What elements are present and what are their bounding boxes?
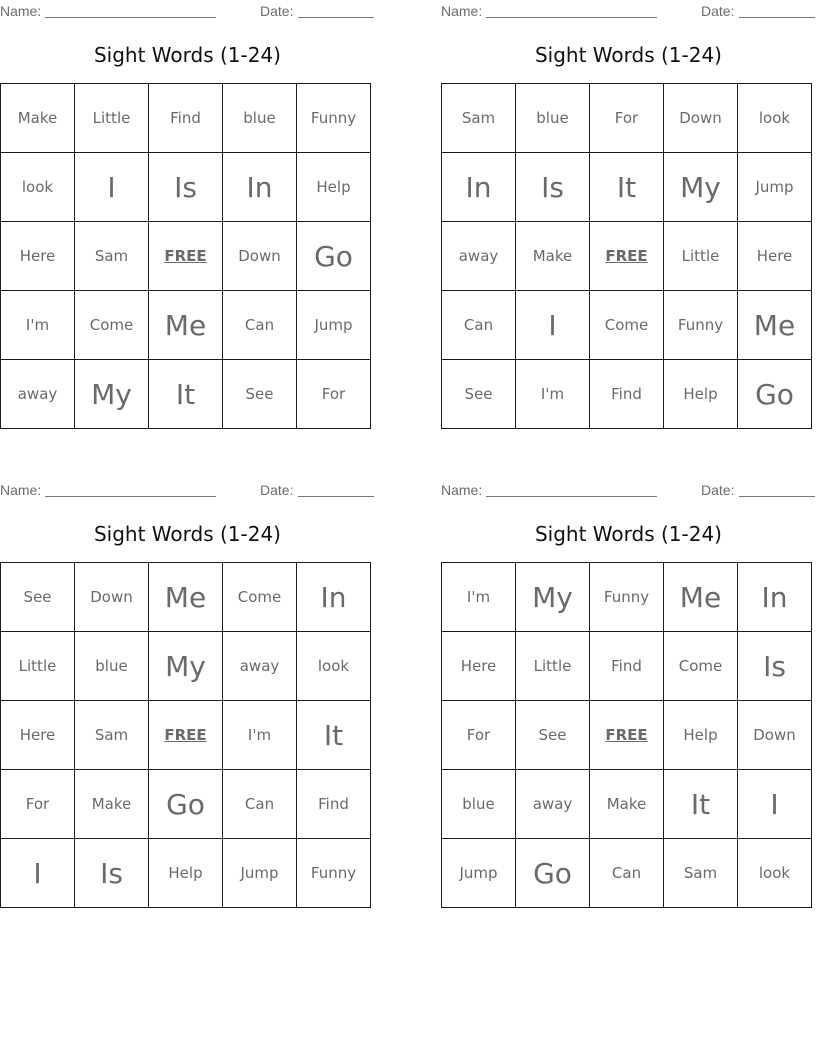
word-cell: Down: [223, 222, 297, 291]
name-label: Name:: [0, 482, 42, 498]
word-cell: My: [75, 360, 149, 429]
name-date-header: [0, 0, 375, 20]
word-cell: blue: [516, 84, 590, 153]
grid-row: [442, 839, 812, 908]
word-cell: away: [1, 360, 75, 429]
word-cell: See: [223, 360, 297, 429]
word-cell: My: [149, 632, 223, 701]
word-cell: blue: [75, 632, 149, 701]
word-cell: Little: [664, 222, 738, 291]
word-cell: In: [442, 153, 516, 222]
word-cell: Down: [738, 701, 812, 770]
date-label: Date:: [260, 3, 294, 19]
grid-row: [442, 632, 812, 701]
word-cell: Funny: [297, 839, 371, 908]
grid-row: [442, 770, 812, 839]
word-cell: away: [223, 632, 297, 701]
free-space-cell: FREE: [149, 701, 223, 770]
word-cell: Here: [738, 222, 812, 291]
word-cell: Me: [149, 291, 223, 360]
grid-row: [442, 360, 812, 429]
word-cell: Come: [223, 563, 297, 632]
grid-row: [1, 563, 371, 632]
word-cell: Help: [664, 360, 738, 429]
word-cell: Make: [75, 770, 149, 839]
grid-row: [1, 153, 371, 222]
name-date-header: [441, 479, 816, 499]
word-cell: Here: [1, 222, 75, 291]
name-date-header: [441, 0, 816, 20]
bingo-grid: [0, 562, 371, 908]
grid-row: [442, 222, 812, 291]
grid-row: [1, 701, 371, 770]
word-cell: Down: [75, 563, 149, 632]
word-cell: Is: [149, 153, 223, 222]
word-cell: I: [516, 291, 590, 360]
word-cell: Can: [223, 291, 297, 360]
grid-row: [1, 222, 371, 291]
word-cell: Can: [223, 770, 297, 839]
name-blank-line: [486, 496, 657, 497]
word-cell: Little: [1, 632, 75, 701]
word-cell: away: [516, 770, 590, 839]
word-cell: In: [738, 563, 812, 632]
card-title: Sight Words (1-24): [93, 522, 281, 546]
word-cell: Here: [1, 701, 75, 770]
word-cell: Go: [516, 839, 590, 908]
date-label: Date:: [701, 482, 735, 498]
word-cell: Make: [1, 84, 75, 153]
word-cell: blue: [442, 770, 516, 839]
word-cell: Jump: [223, 839, 297, 908]
grid-row: [442, 291, 812, 360]
word-cell: My: [516, 563, 590, 632]
grid-row: [1, 84, 371, 153]
grid-row: [1, 632, 371, 701]
date-label: Date:: [701, 3, 735, 19]
word-cell: For: [590, 84, 664, 153]
word-cell: I: [738, 770, 812, 839]
name-date-header: [0, 479, 375, 499]
word-cell: Me: [664, 563, 738, 632]
date-blank-line: [739, 17, 815, 18]
word-cell: look: [297, 632, 371, 701]
word-cell: Funny: [297, 84, 371, 153]
name-label: Name:: [441, 3, 483, 19]
word-cell: Little: [516, 632, 590, 701]
grid-row: [1, 360, 371, 429]
bingo-grid: [0, 83, 371, 429]
word-cell: See: [1, 563, 75, 632]
word-cell: Find: [149, 84, 223, 153]
word-cell: Jump: [297, 291, 371, 360]
grid-row: [442, 563, 812, 632]
word-cell: Go: [149, 770, 223, 839]
word-cell: Sam: [442, 84, 516, 153]
grid-row: [442, 153, 812, 222]
word-cell: It: [149, 360, 223, 429]
date-blank-line: [739, 496, 815, 497]
word-cell: Can: [590, 839, 664, 908]
word-cell: Sam: [664, 839, 738, 908]
word-cell: Make: [516, 222, 590, 291]
date-blank-line: [298, 17, 374, 18]
free-space-cell: FREE: [149, 222, 223, 291]
word-cell: Come: [75, 291, 149, 360]
word-cell: Me: [149, 563, 223, 632]
card-title: Sight Words (1-24): [534, 522, 722, 546]
name-label: Name:: [441, 482, 483, 498]
free-space-cell: FREE: [590, 222, 664, 291]
word-cell: For: [297, 360, 371, 429]
word-cell: I: [1, 839, 75, 908]
word-cell: Is: [738, 632, 812, 701]
date-label: Date:: [260, 482, 294, 498]
word-cell: I'm: [516, 360, 590, 429]
word-cell: I'm: [442, 563, 516, 632]
word-cell: Jump: [442, 839, 516, 908]
name-blank-line: [45, 17, 216, 18]
grid-row: [1, 839, 371, 908]
grid-row: [442, 84, 812, 153]
word-cell: Here: [442, 632, 516, 701]
word-cell: See: [516, 701, 590, 770]
name-blank-line: [486, 17, 657, 18]
word-cell: For: [1, 770, 75, 839]
word-cell: I: [75, 153, 149, 222]
word-cell: Find: [297, 770, 371, 839]
word-cell: Go: [297, 222, 371, 291]
word-cell: In: [223, 153, 297, 222]
word-cell: It: [664, 770, 738, 839]
date-blank-line: [298, 496, 374, 497]
word-cell: Find: [590, 360, 664, 429]
word-cell: Funny: [590, 563, 664, 632]
word-cell: See: [442, 360, 516, 429]
word-cell: Sam: [75, 701, 149, 770]
grid-row: [442, 701, 812, 770]
word-cell: Me: [738, 291, 812, 360]
word-cell: Come: [590, 291, 664, 360]
word-cell: Can: [442, 291, 516, 360]
word-cell: Funny: [664, 291, 738, 360]
card-title: Sight Words (1-24): [534, 43, 722, 67]
word-cell: Come: [664, 632, 738, 701]
word-cell: Help: [664, 701, 738, 770]
bingo-grid: [441, 83, 812, 429]
word-cell: Is: [516, 153, 590, 222]
name-blank-line: [45, 496, 216, 497]
word-cell: Jump: [738, 153, 812, 222]
free-space-cell: FREE: [590, 701, 664, 770]
grid-row: [1, 291, 371, 360]
word-cell: Help: [149, 839, 223, 908]
word-cell: In: [297, 563, 371, 632]
word-cell: Sam: [75, 222, 149, 291]
word-cell: Little: [75, 84, 149, 153]
word-cell: I'm: [223, 701, 297, 770]
bingo-grid: [441, 562, 812, 908]
word-cell: My: [664, 153, 738, 222]
word-cell: away: [442, 222, 516, 291]
word-cell: look: [1, 153, 75, 222]
word-cell: look: [738, 84, 812, 153]
word-cell: Find: [590, 632, 664, 701]
word-cell: It: [590, 153, 664, 222]
word-cell: I'm: [1, 291, 75, 360]
card-title: Sight Words (1-24): [93, 43, 281, 67]
word-cell: For: [442, 701, 516, 770]
word-cell: Down: [664, 84, 738, 153]
word-cell: blue: [223, 84, 297, 153]
name-label: Name:: [0, 3, 42, 19]
word-cell: Is: [75, 839, 149, 908]
word-cell: Make: [590, 770, 664, 839]
word-cell: Help: [297, 153, 371, 222]
word-cell: Go: [738, 360, 812, 429]
grid-row: [1, 770, 371, 839]
word-cell: look: [738, 839, 812, 908]
word-cell: It: [297, 701, 371, 770]
